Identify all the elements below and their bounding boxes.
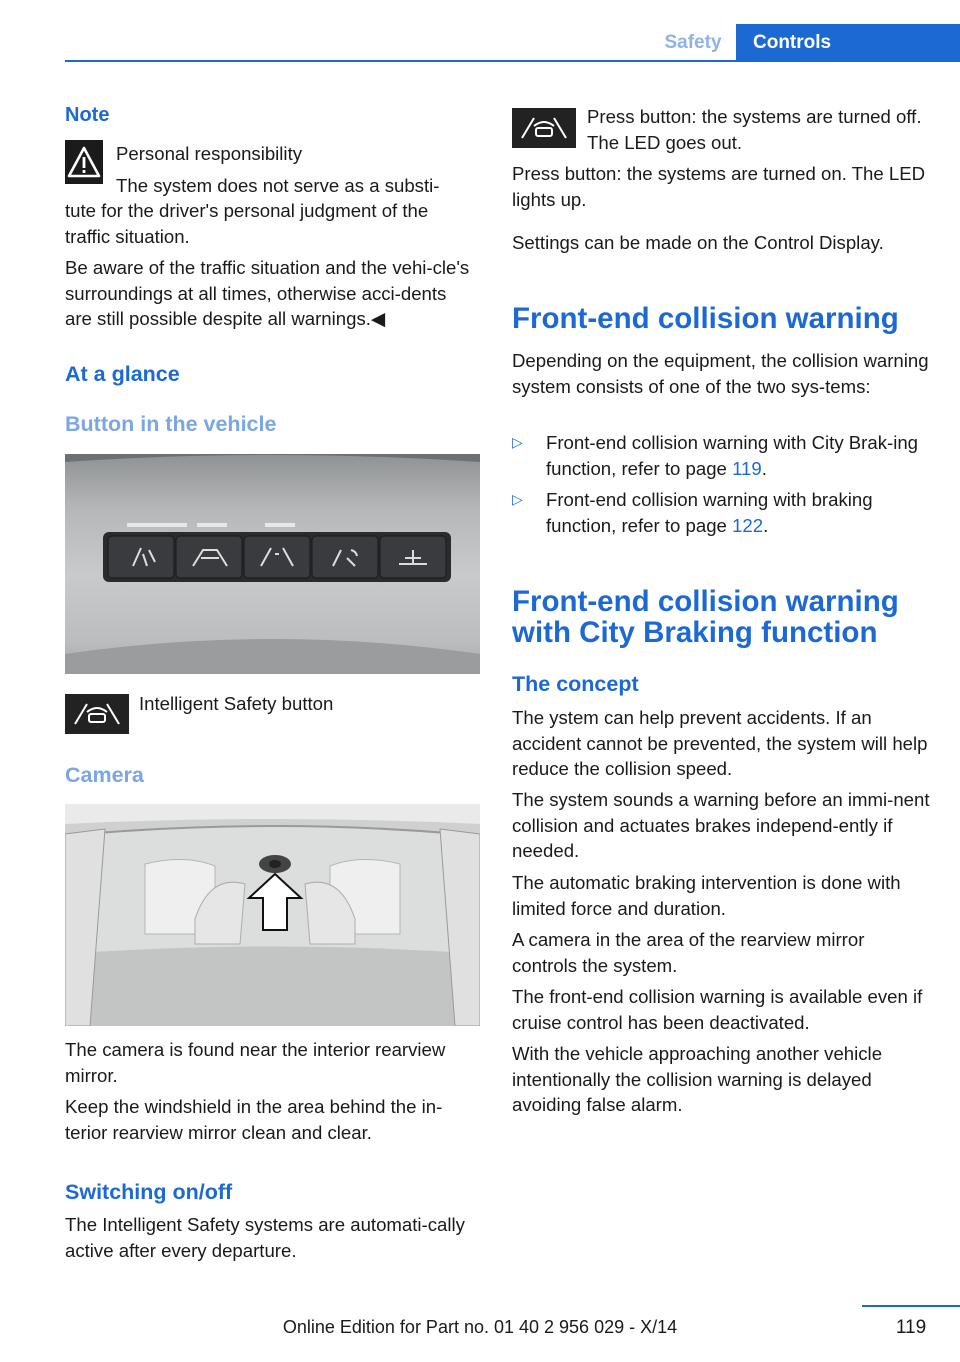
button-panel-photo [65, 454, 480, 674]
note-paragraph-1-line-1: The system does not serve as a substi‐ [116, 175, 440, 196]
press-off-text: Press button: the systems are turned off. The LED goes out. [587, 106, 922, 153]
bullet-2-text: Front-end collision warning with braking function, refer to page [546, 489, 873, 536]
bullet-triangle-icon: ▷ [512, 491, 523, 507]
header-tab-safety[interactable]: Safety [664, 32, 722, 53]
camera-paragraph-2: Keep the windshield in the area behind the in‐terior rearview mirror clean and clear. [65, 1096, 443, 1143]
page-link-122[interactable]: 122 [732, 514, 764, 536]
settings-text: Settings can be made on the Control Display. [512, 232, 884, 253]
heading-fcw-city-braking-line-2: with City Braking function [512, 616, 878, 649]
footer-rule [862, 1305, 960, 1307]
heading-fcw-city-braking-line-1: Front-end collision warning [512, 585, 899, 618]
concept-paragraph-3: The automatic braking intervention is done with limited force and duration. [512, 872, 901, 919]
footer-edition: Online Edition for Part no. 01 40 2 956 029 - X/14 [282, 1317, 678, 1337]
concept-paragraph-4: A camera in the area of the rearview mirror controls the system. [512, 929, 865, 976]
note-title: Note [65, 104, 110, 126]
heading-switching-on-off: Switching on/off [65, 1180, 233, 1204]
concept-paragraph-5: The front-end collision warning is available even if cruise control has been deactivated. [512, 986, 923, 1033]
page-link-119[interactable]: 119 [732, 457, 762, 479]
heading-at-a-glance: At a glance [65, 362, 180, 386]
press-on-text: Press button: the systems are turned on. The LED lights up. [512, 163, 926, 210]
camera-paragraph-1: The camera is found near the interior rearview mirror. [65, 1039, 446, 1086]
concept-paragraph-1: The ystem can help prevent accidents. If an accident cannot be prevented, the system will help reduce the collision speed. [512, 707, 928, 779]
heading-front-end-collision-warning: Front-end collision warning [512, 302, 899, 335]
fcw-paragraph: Depending on the equipment, the collision warning system consists of one of the two sys‐tems: [512, 350, 929, 397]
camera-photo [65, 804, 480, 1026]
intelligent-safety-caption: Intelligent Safety button [139, 693, 334, 714]
switching-paragraph: The Intelligent Safety systems are automati‐cally active after every departure. [65, 1214, 465, 1261]
heading-the-concept: The concept [512, 672, 639, 696]
note-paragraph-1-rest: tute for the driver's personal judgment of the traffic situation. [65, 200, 429, 247]
note-subtitle: Personal responsibility [116, 143, 303, 164]
warning-triangle-icon [65, 140, 103, 184]
heading-camera: Camera [65, 763, 144, 787]
header-tab-controls[interactable]: Controls [736, 24, 960, 62]
note-paragraph-2: Be aware of the traffic situation and the vehi‐cle's surroundings at all times, otherwise acci‐dents are still possible despite all warnings.◀ [65, 257, 470, 329]
page-number: 119 [895, 1317, 927, 1338]
concept-paragraph-6: With the vehicle approaching another vehicle intentionally the collision warning is delayed avoiding false alarm. [512, 1043, 883, 1115]
concept-paragraph-2: The system sounds a warning before an immi‐nent collision and actuates brakes independ‐ently if needed. [512, 789, 930, 861]
bullet-1-period: . [761, 457, 767, 479]
intelligent-safety-icon-right [512, 108, 576, 148]
intelligent-safety-icon [65, 694, 129, 734]
bullet-triangle-icon: ▷ [512, 434, 523, 450]
bullet-2-period: . [763, 514, 769, 536]
header-rule [65, 60, 960, 62]
bullet-1-text: Front-end collision warning with City Brak‐ing function, refer to page [546, 432, 919, 479]
heading-button-in-vehicle: Button in the vehicle [65, 412, 277, 436]
